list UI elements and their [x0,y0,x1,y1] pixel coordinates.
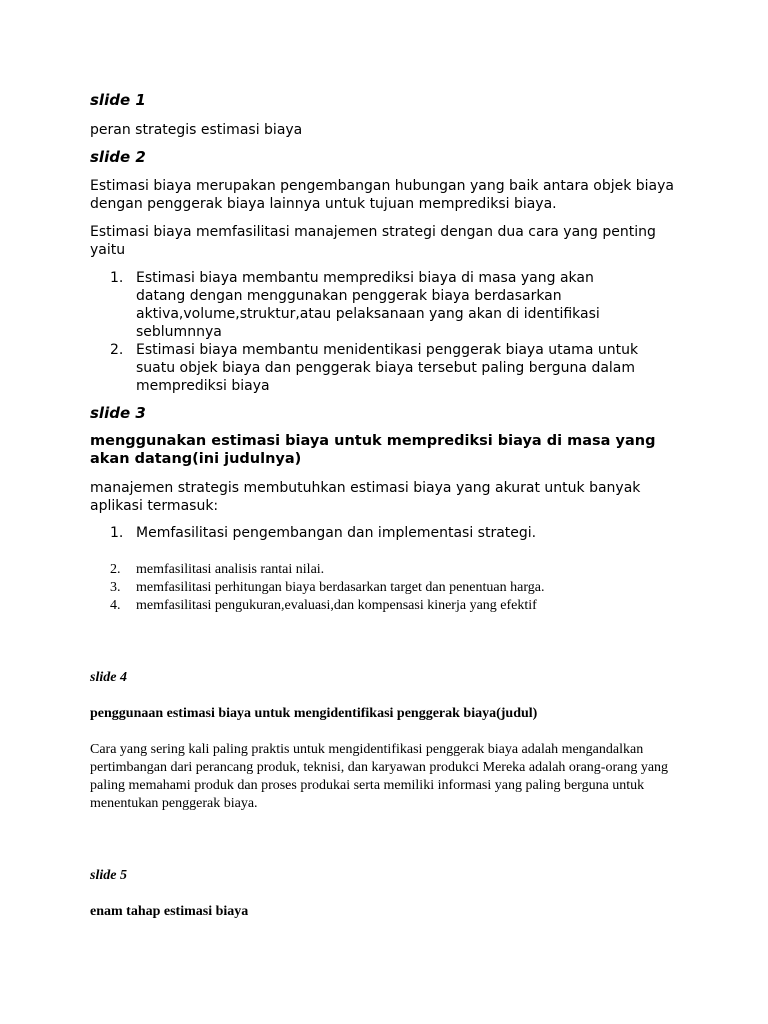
slide-5-title: slide 5 [90,868,127,883]
slide-3-paragraph: manajemen strategis membutuhkan estimasi biaya yang akurat untuk banyak aplikasi termasuk: [90,480,641,514]
slide-4-heading: penggunaan estimasi biaya untuk mengidentifikasi penggerak biaya(judul) [90,706,538,721]
list-number: 1. [110,525,124,541]
list-item [90,579,690,597]
slide-5-heading: enam tahap estimasi biaya [90,904,249,919]
slide-3-title: slide 3 [90,404,146,422]
list-item-text: memfasilitasi perhitungan biaya berdasarkan target dan penentuan harga. [136,580,545,595]
slide-1-title: slide 1 [90,91,146,109]
slide-2-list [90,269,680,395]
list-item [90,269,680,341]
list-item-text: Estimasi biaya membantu menidentikasi penggerak biaya utama untuk suatu objek biaya dan penggerak biaya tersebut paling berguna dalam memprediksi biaya [136,342,639,394]
list-item-text: Estimasi biaya membantu memprediksi biaya di masa yang akan datang dengan menggunakan penggerak biaya berdasarkan aktiva,volume,struktur,atau pelaksanaan yang akan di identifikasi seblumnnya [136,270,600,340]
slide-2-title: slide 2 [90,148,146,166]
list-number: 3. [110,580,121,595]
slide-1-text: peran strategis estimasi biaya [90,122,303,138]
list-item [90,524,650,542]
slide-2-paragraph-1: Estimasi biaya merupakan pengembangan hubungan yang baik antara objek biaya dengan penggerak biaya lainnya untuk tujuan memprediksi biaya. [90,178,674,212]
list-number: 1. [110,270,124,286]
slide-3-heading: menggunakan estimasi biaya untuk memprediksi biaya di masa yang akan datang(ini judulnya) [90,433,656,467]
slide-3-list-first [90,524,650,542]
list-number: 4. [110,598,121,613]
slide-4-paragraph: Cara yang sering kali paling praktis untuk mengidentifikasi penggerak biaya adalah mengandalkan pertimbangan dari perancang produk, teknisi, dan karyawan produkci Mereka adalah orang-orang yang paling memahami produk dan proses produkai serta memiliki informasi yang paling berguna untuk menentukan penggerak biaya. [90,742,669,811]
list-item-text: memfasilitasi pengukuran,evaluasi,dan kompensasi kinerja yang efektif [136,598,537,613]
list-item [90,561,690,579]
slide-4-title: slide 4 [90,670,127,685]
list-item-text: Memfasilitasi pengembangan dan implementasi strategi. [136,525,537,541]
slide-2-paragraph-2: Estimasi biaya memfasilitasi manajemen strategi dengan dua cara yang penting yaitu [90,224,656,258]
list-item-text: memfasilitasi analisis rantai nilai. [136,562,325,577]
list-number: 2. [110,562,121,577]
slide-3-list-rest [90,561,690,615]
list-number: 2. [110,342,124,358]
list-item [90,597,690,615]
list-item [90,341,680,395]
